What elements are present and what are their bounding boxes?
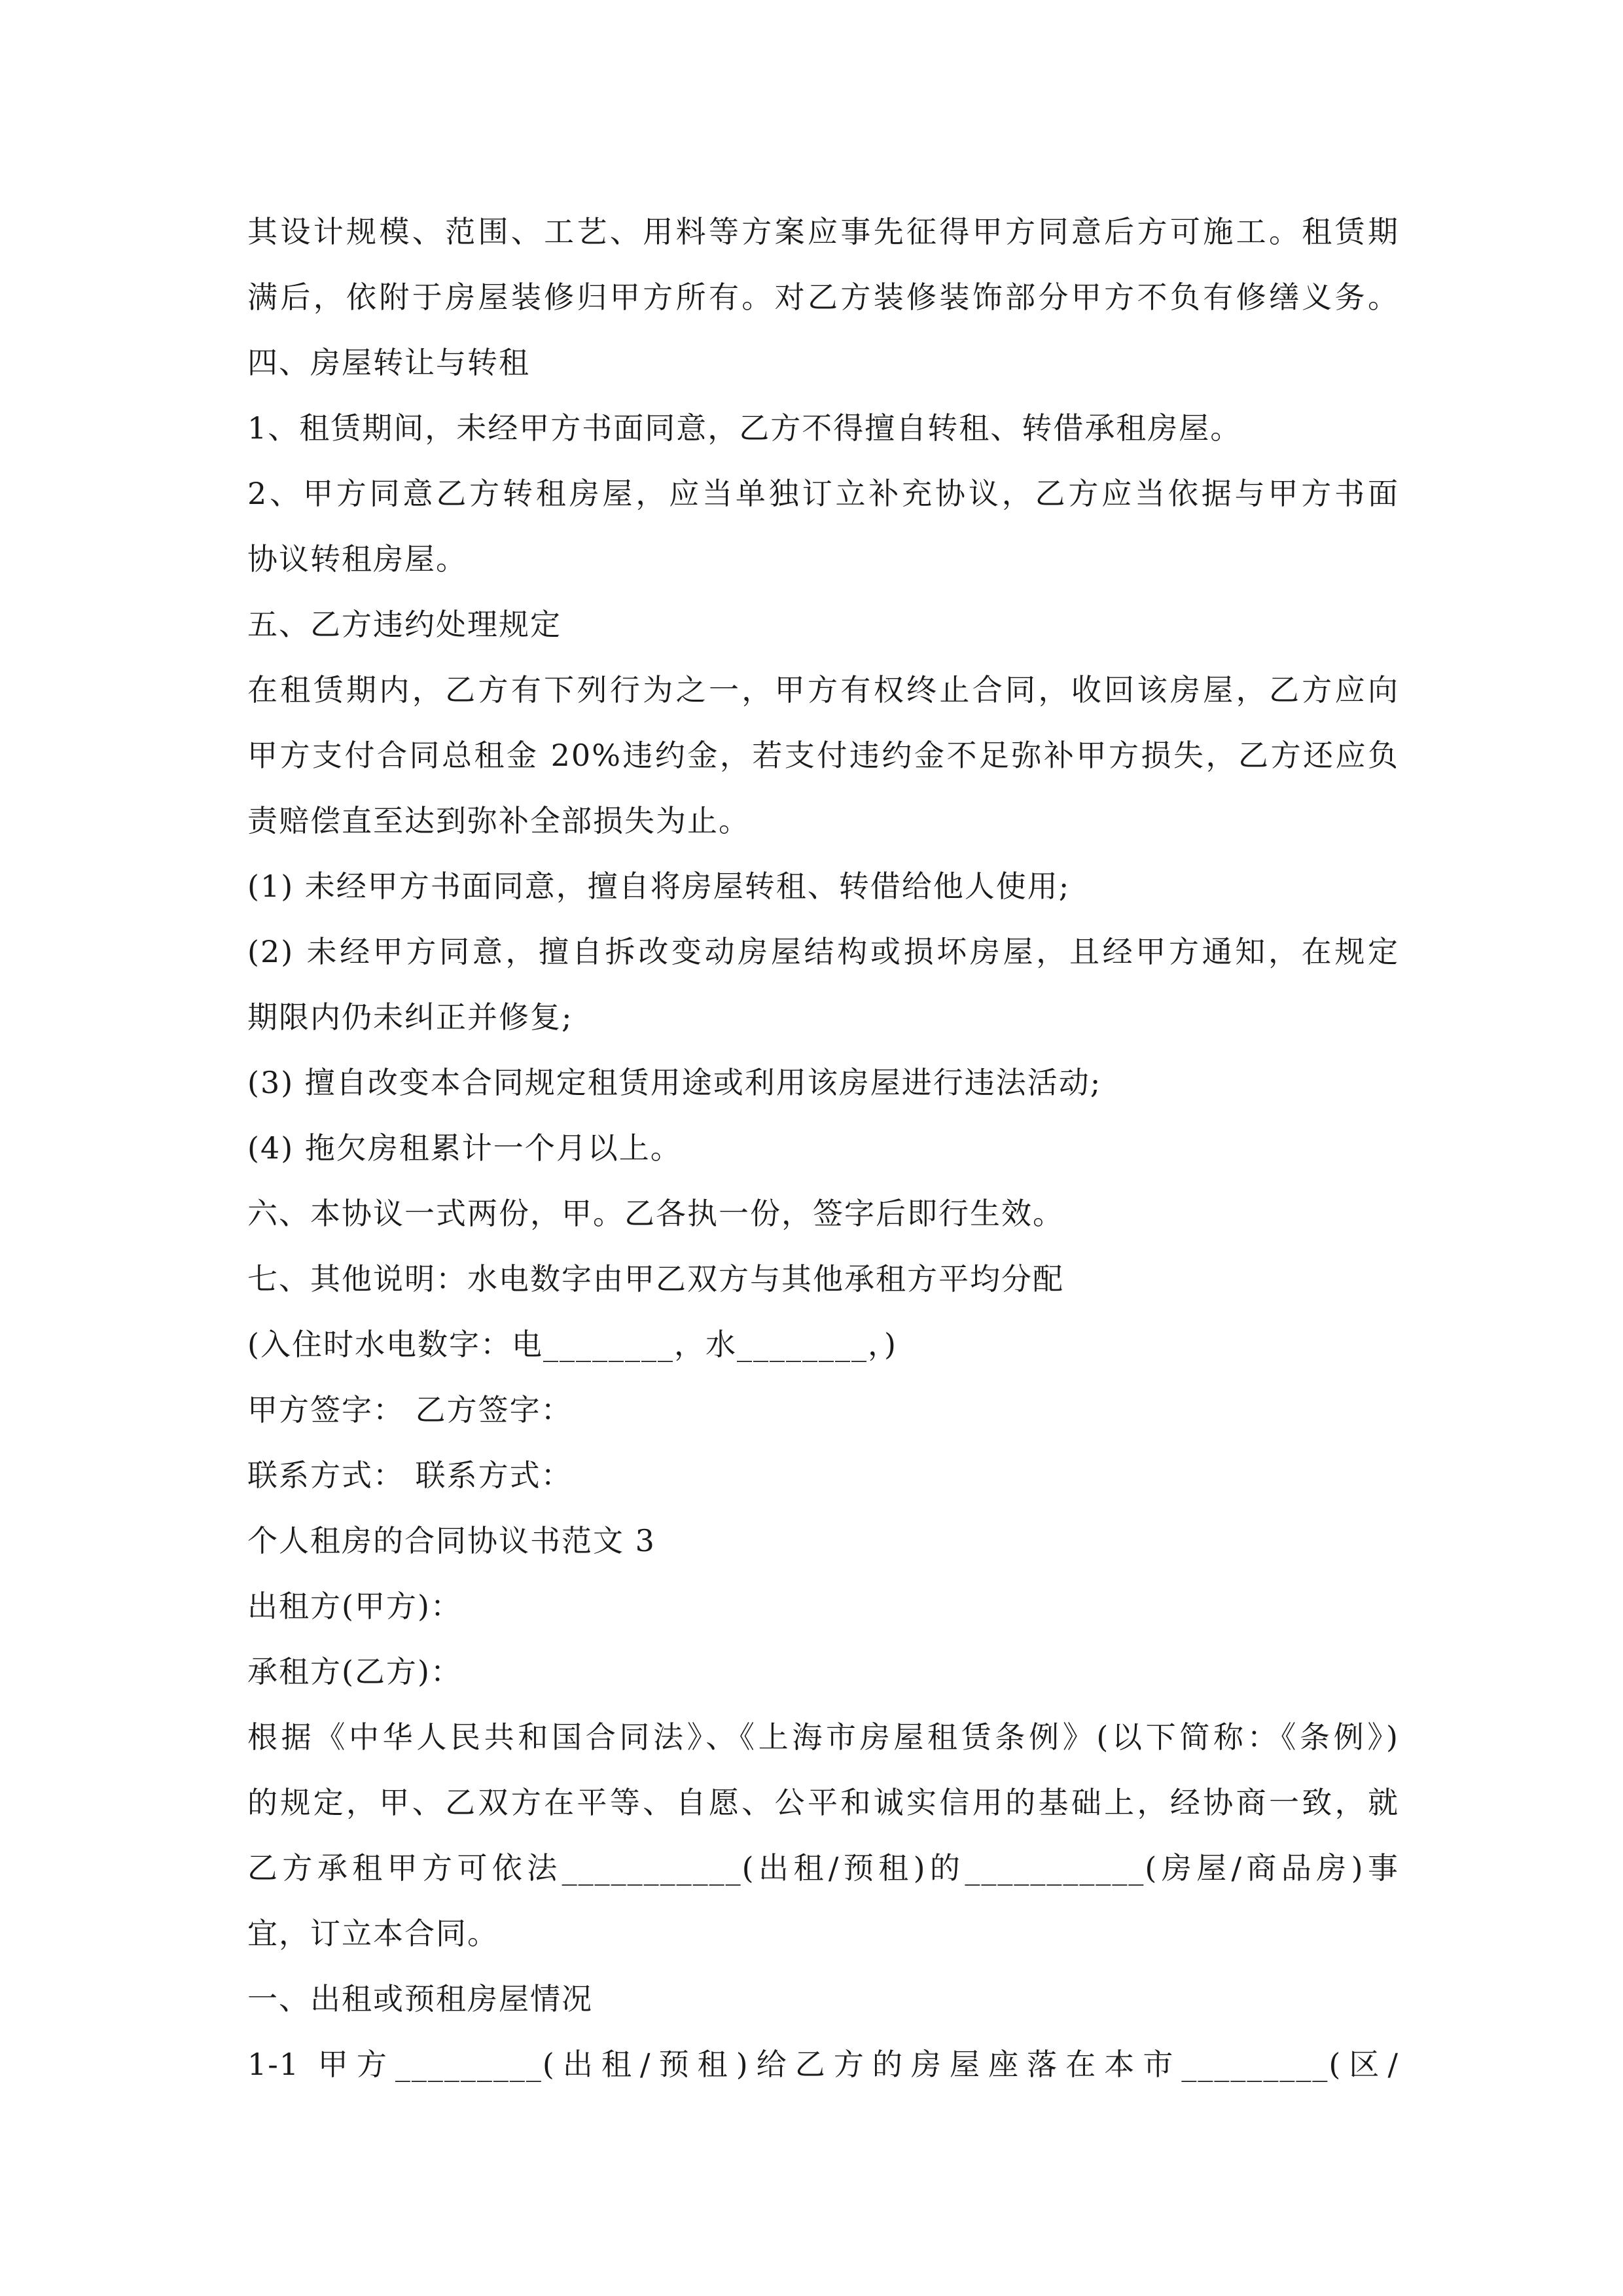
paragraph-line: 满后，依附于房屋装修归甲方所有。对乙方装修装饰部分甲方不负有修缮义务。: [247, 279, 1399, 315]
paragraph-line: 宜，订立本合同。: [247, 1916, 499, 1951]
document-title: 个人租房的合同协议书范文 3: [247, 1523, 656, 1558]
list-item: (3) 擅自改变本合同规定租赁用途或利用该房屋进行违法活动;: [247, 1065, 1102, 1100]
paragraph-line: 1、租赁期间，未经甲方书面同意，乙方不得擅自转租、转借承租房屋。: [247, 410, 1242, 446]
paragraph-line: 在租赁期内，乙方有下列行为之一，甲方有权终止合同，收回该房屋，乙方应向: [247, 672, 1399, 708]
list-item: (4) 拖欠房租累计一个月以上。: [247, 1130, 682, 1166]
section-heading: 七、其他说明：水电数字由甲乙双方与其他承租方平均分配: [247, 1261, 1064, 1297]
lessor-line: 出租方(甲方)：: [247, 1588, 462, 1624]
paragraph-line: 甲方支付合同总租金 20%违约金，若支付违约金不足弥补甲方损失，乙方还应负: [247, 738, 1399, 773]
signature-line: 甲方签字： 乙方签字：: [247, 1392, 573, 1427]
section-heading: 五、乙方违约处理规定: [247, 607, 562, 642]
paragraph-line: 2、甲方同意乙方转租房屋，应当单独订立补充协议，乙方应当依据与甲方书面: [247, 476, 1399, 511]
paragraph-line: 的规定，甲、乙双方在平等、自愿、公平和诚实信用的基础上，经协商一致，就: [247, 1785, 1399, 1820]
section-heading: 六、本协议一式两份，甲。乙各执一份，签字后即行生效。: [247, 1196, 1064, 1231]
paragraph-line: 根据《中华人民共和国合同法》、《上海市房屋租赁条例》(以下简称：《条例》): [247, 1719, 1399, 1755]
paragraph-line: 其设计规模、范围、工艺、用料等方案应事先征得甲方同意后方可施工。租赁期: [247, 214, 1399, 249]
paragraph-line: 1-1 甲方_________(出租/预租)给乙方的房屋座落在本市_________(区/: [247, 2047, 1399, 2082]
list-item: (2) 未经甲方同意，擅自拆改变动房屋结构或损坏房屋，且经甲方通知，在规定: [247, 934, 1399, 969]
document-body: [247, 199, 1399, 2097]
list-item: 期限内仍未纠正并修复;: [247, 999, 573, 1035]
list-item: (1) 未经甲方书面同意，擅自将房屋转租、转借给他人使用;: [247, 869, 1071, 904]
contact-line: 联系方式： 联系方式：: [247, 1458, 573, 1493]
paragraph-line: 乙方承租甲方可依法___________(出租/预租)的___________(房屋/商品房)事: [247, 1850, 1400, 1886]
section-heading: 一、出租或预租房屋情况: [247, 1981, 593, 2017]
section-heading: 四、房屋转让与转租: [247, 345, 530, 380]
lessee-line: 承租方(乙方)：: [247, 1654, 462, 1689]
paragraph-line: 协议转租房屋。: [247, 541, 467, 577]
paragraph-line: 责赔偿直至达到弥补全部损失为止。: [247, 803, 750, 838]
paragraph-line: (入住时水电数字：电________，水________，): [247, 1327, 897, 1362]
